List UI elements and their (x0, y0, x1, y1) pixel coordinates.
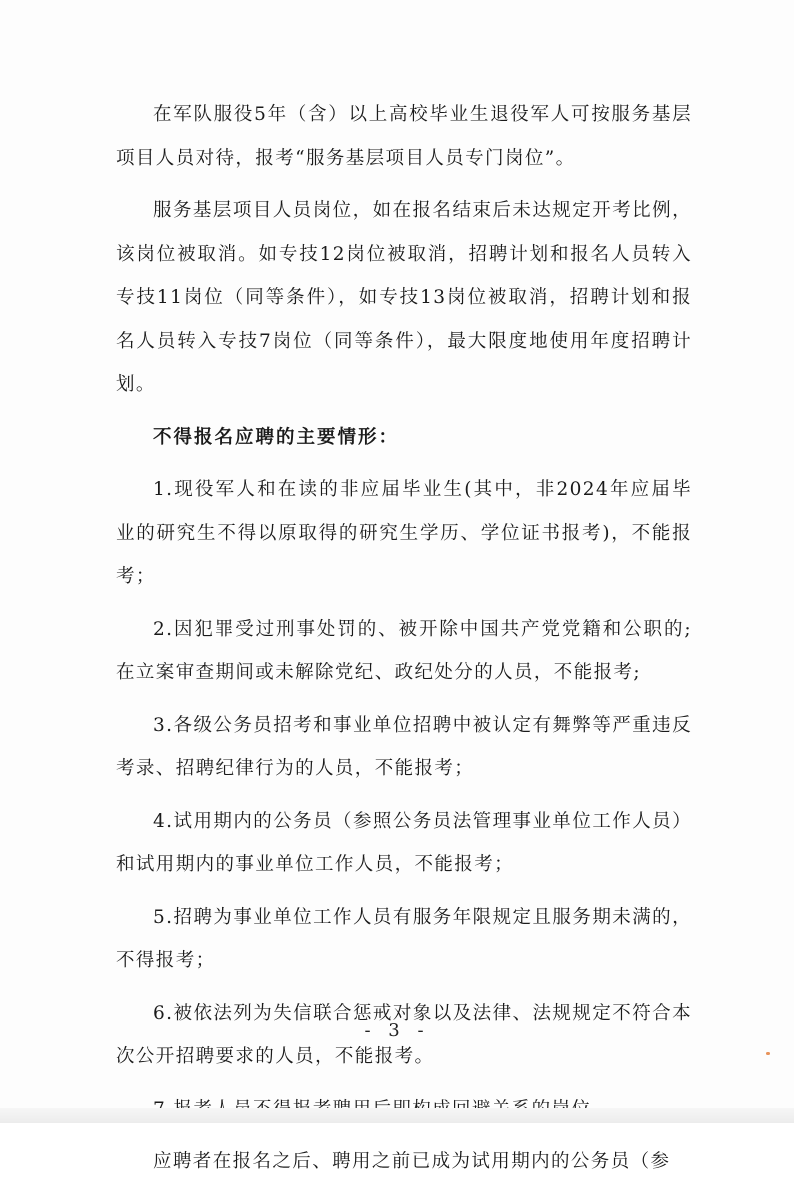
list-item-1: 1.现役军人和在读的非应届毕业生(其中，非2024年应届毕业的研究生不得以原取得的研究生学历、学位证书报考)，不能报考； (116, 479, 692, 587)
list-item-2: 2.因犯罪受过刑事处罚的、被开除中国共产党党籍和公职的;在立案审查期间或未解除党纪、政纪处分的人员，不能报考; (116, 618, 692, 683)
list-item-6: 6.被依法列为失信联合惩戒对象以及法律、法规规定不符合本次公开招聘要求的人员，不能报考。 (116, 1002, 692, 1067)
paragraph-position-cancellation: 服务基层项目人员岗位，如在报名结束后未达规定开考比例，该岗位被取消。如专技12岗位被取消，招聘计划和报名人员转入专技11岗位（同等条件），如专技13岗位被取消，招聘计划和报名人员转入专技7岗位（同等条件），最大限度地使用年度招聘计划。 (116, 200, 692, 395)
list-item-4: 4.试用期内的公务员（参照公务员法管理事业单位工作人员）和试用期内的事业单位工作人员，不能报考； (116, 810, 692, 875)
paragraph-veteran-service: 在军队服役5年（含）以上高校毕业生退役军人可按服务基层项目人员对待，报考“服务基层项目人员专门岗位”。 (116, 104, 692, 169)
section-heading-ineligibility: 不得报名应聘的主要情形： (153, 426, 400, 448)
page-number: - 3 - (364, 1020, 430, 1041)
scan-speck (766, 1052, 770, 1055)
list-item-5: 5.招聘为事业单位工作人员有服务年限规定且服务期未满的，不得报考； (116, 906, 692, 971)
paragraph-continued: 应聘者在报名之后、聘用之前已成为试用期内的公务员（参 (153, 1151, 671, 1172)
list-item-3: 3.各级公务员招考和事业单位招聘中被认定有舞弊等严重违反考录、招聘纪律行为的人员，不能报考； (116, 714, 692, 779)
scan-bottom-edge (0, 1108, 794, 1123)
